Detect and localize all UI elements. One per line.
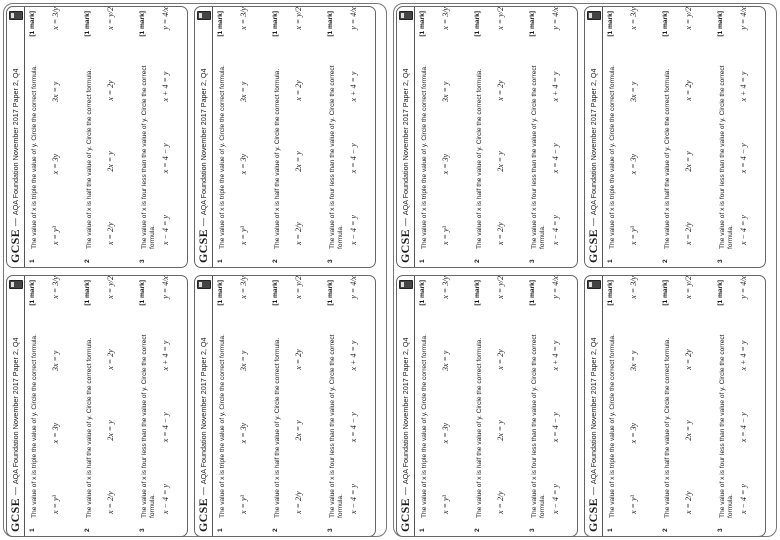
question-number: 1: [419, 528, 426, 532]
question-stem: The value of x is four less than the value of y. Circle the correct formula.: [141, 65, 156, 249]
answer-option: x = y/2: [294, 276, 303, 299]
answer-options: [162, 7, 170, 245]
source-reference: AQA Foundation November 2017 Paper 2, Q4: [589, 68, 598, 216]
header-dash: —: [11, 487, 20, 496]
marks-label: [1 mark]: [474, 280, 481, 306]
marks-label: [1 mark]: [327, 280, 334, 306]
marks-label: [1 mark]: [272, 11, 279, 37]
answer-option: x = 2/y: [106, 491, 115, 514]
marks-label: [1 mark]: [84, 11, 91, 37]
answer-options: [497, 7, 505, 245]
question-number: 2: [84, 528, 91, 532]
calculator-icon: [587, 280, 601, 289]
answer-options: [240, 276, 248, 514]
calculator-icon: [9, 11, 23, 20]
gcse-brand: GCSE: [8, 229, 22, 263]
answer-option: x = 3y: [51, 422, 60, 444]
answer-option: x − 4 = y: [161, 484, 170, 514]
marks-label: [1 mark]: [29, 280, 36, 306]
question-number: 2: [84, 259, 91, 263]
card-slot: [191, 3, 379, 271]
card-slot: [581, 3, 769, 271]
answer-option: x − 4 = y: [161, 215, 170, 245]
answer-option: 3x = y: [51, 81, 60, 103]
source-reference: AQA Foundation November 2017 Paper 2, Q4: [11, 68, 20, 216]
answer-option: x + 4 = y: [739, 71, 748, 102]
question-stem: The value of x is half the value of y. Circle the correct formula.: [274, 337, 281, 518]
answer-option: x = 2/y: [496, 222, 505, 245]
answer-option: x = 2y: [496, 349, 505, 370]
worksheet-card: [194, 6, 376, 268]
question-number: 1: [419, 259, 426, 263]
question-number: 1: [217, 259, 224, 263]
gcse-brand: GCSE: [586, 229, 600, 263]
card-header: [585, 7, 603, 267]
worksheet-card: [6, 6, 188, 268]
question-number: 3: [327, 528, 334, 532]
question-number: 2: [272, 528, 279, 532]
marks-label: [1 mark]: [607, 11, 614, 37]
answer-option: 3x = y: [441, 350, 450, 372]
answer-option: x = 3/y: [51, 7, 60, 30]
answer-options: [442, 276, 450, 514]
question-number: 3: [139, 259, 146, 263]
source-reference: AQA Foundation November 2017 Paper 2, Q4: [199, 68, 208, 216]
answer-option: 2x = y: [294, 420, 303, 441]
answer-option: x = 4 − y: [161, 143, 170, 174]
answer-option: x = 3/y: [239, 7, 248, 30]
answer-option: 3x = y: [441, 81, 450, 103]
question-number: 1: [29, 259, 36, 263]
marks-label: [1 mark]: [84, 280, 91, 306]
question-number: 1: [607, 259, 614, 263]
answer-option: x − 4 = y: [551, 215, 560, 245]
answer-option: x = 4 − y: [161, 412, 170, 443]
answer-option: y = 4/x: [161, 7, 170, 30]
answer-option: x = 4 − y: [349, 143, 358, 174]
answer-option: x = 3y: [629, 153, 638, 175]
answer-option: x = 3y: [239, 422, 248, 444]
answer-option: x = 3/y: [441, 276, 450, 299]
answer-options: [350, 276, 358, 514]
answer-options: [295, 276, 303, 514]
answer-option: x = 3/y: [629, 7, 638, 30]
worksheet-card: [194, 275, 376, 537]
card-header: [397, 7, 415, 267]
answer-option: x = y/2: [294, 7, 303, 30]
answer-option: 2x = y: [496, 151, 505, 172]
answer-option: x − 4 = y: [349, 215, 358, 245]
answer-options: [107, 276, 115, 514]
answer-option: x − 4 = y: [551, 484, 560, 514]
answer-option: 2x = y: [496, 420, 505, 441]
worksheet-card: [584, 275, 766, 537]
answer-option: 3x = y: [239, 350, 248, 372]
answer-option: x = 4 − y: [739, 412, 748, 443]
worksheet-card: [6, 275, 188, 537]
calculator-icon: [9, 280, 23, 289]
answer-option: 2x = y: [106, 420, 115, 441]
answer-options: [442, 7, 450, 245]
question-stem: The value of x is triple the value of y. Circle the correct formula.: [609, 334, 616, 518]
gcse-brand: GCSE: [398, 498, 412, 532]
question-stem: The value of x is triple the value of y. Circle the correct formula.: [219, 334, 226, 518]
answer-option: x = y³: [441, 495, 450, 514]
marks-label: [1 mark]: [419, 280, 426, 306]
answer-option: x = 2/y: [294, 222, 303, 245]
answer-option: y = 4/x: [161, 276, 170, 299]
answer-option: 3x = y: [629, 350, 638, 372]
answer-option: x = y/2: [496, 276, 505, 299]
answer-option: x = y³: [629, 495, 638, 514]
answer-option: x = 4 − y: [551, 143, 560, 174]
marks-label: [1 mark]: [29, 11, 36, 37]
answer-option: x + 4 = y: [349, 71, 358, 102]
question-stem: The value of x is half the value of y. Circle the correct formula.: [274, 68, 281, 249]
answer-option: 3x = y: [51, 350, 60, 372]
marks-label: [1 mark]: [327, 11, 334, 37]
answer-option: x = 2y: [106, 80, 115, 101]
marks-label: [1 mark]: [529, 280, 536, 306]
answer-option: x − 4 = y: [349, 484, 358, 514]
header-dash: —: [401, 487, 410, 496]
answer-option: x = 3/y: [51, 276, 60, 299]
header-dash: —: [199, 218, 208, 227]
card-slot: [3, 3, 191, 271]
marks-label: [1 mark]: [474, 11, 481, 37]
answer-options: [162, 276, 170, 514]
card-header: [585, 276, 603, 536]
answer-option: x = y³: [51, 226, 60, 245]
gcse-brand: GCSE: [398, 229, 412, 263]
header-dash: —: [401, 218, 410, 227]
answer-option: x = y/2: [684, 7, 693, 30]
answer-option: x + 4 = y: [161, 71, 170, 102]
question-stem: The value of x is triple the value of y. Circle the correct formula.: [421, 334, 428, 518]
question-stem: The value of x is triple the value of y. Circle the correct formula.: [219, 65, 226, 249]
answer-options: [630, 276, 638, 514]
calculator-icon: [197, 11, 211, 20]
marks-label: [1 mark]: [529, 11, 536, 37]
calculator-icon: [399, 11, 413, 20]
answer-option: x = 2/y: [496, 491, 505, 514]
answer-options: [52, 7, 60, 245]
question-stem: The value of x is four less than the value of y. Circle the correct formula.: [329, 65, 344, 249]
marks-label: [1 mark]: [217, 11, 224, 37]
answer-option: 2x = y: [684, 420, 693, 441]
question-stem: The value of x is half the value of y. Circle the correct formula.: [476, 337, 483, 518]
answer-option: x = y/2: [106, 7, 115, 30]
question-stem: The value of x is half the value of y. Circle the correct formula.: [664, 337, 671, 518]
marks-label: [1 mark]: [717, 280, 724, 306]
card-slot: [191, 272, 379, 540]
question-number: 1: [217, 528, 224, 532]
worksheet-card: [584, 6, 766, 268]
answer-option: y = 4/x: [739, 7, 748, 30]
answer-option: x = 4 − y: [739, 143, 748, 174]
answer-option: y = 4/x: [349, 7, 358, 30]
answer-option: 2x = y: [684, 151, 693, 172]
answer-option: x = y³: [239, 226, 248, 245]
answer-option: x + 4 = y: [161, 340, 170, 371]
question-stem: The value of x is triple the value of y. Circle the correct formula.: [31, 65, 38, 249]
marks-label: [1 mark]: [662, 11, 669, 37]
card-slot: [393, 272, 581, 540]
answer-option: x = 3y: [51, 153, 60, 175]
card-slot: [393, 3, 581, 271]
question-number: 2: [272, 259, 279, 263]
answer-options: [685, 7, 693, 245]
question-stem: The value of x is half the value of y. Circle the correct formula.: [476, 68, 483, 249]
answer-options: [295, 7, 303, 245]
header-dash: —: [589, 218, 598, 227]
answer-option: x = 4 − y: [551, 412, 560, 443]
answer-option: 2x = y: [106, 151, 115, 172]
answer-option: x = 2/y: [294, 491, 303, 514]
question-number: 3: [717, 528, 724, 532]
marks-label: [1 mark]: [272, 280, 279, 306]
card-header: [195, 276, 213, 536]
answer-options: [52, 276, 60, 514]
answer-option: 3x = y: [239, 81, 248, 103]
answer-options: [240, 7, 248, 245]
answer-option: x = 2y: [106, 349, 115, 370]
header-dash: —: [11, 218, 20, 227]
worksheet-card: [396, 6, 578, 268]
question-stem: The value of x is half the value of y. Circle the correct formula.: [86, 337, 93, 518]
answer-option: x = y/2: [684, 276, 693, 299]
question-number: 2: [662, 528, 669, 532]
question-stem: The value of x is four less than the value of y. Circle the correct formula.: [719, 65, 734, 249]
question-stem: The value of x is four less than the value of y. Circle the correct formula.: [329, 334, 344, 518]
answer-option: x − 4 = y: [739, 484, 748, 514]
question-stem: The value of x is four less than the value of y. Circle the correct formula.: [531, 334, 546, 518]
answer-option: x = 2/y: [106, 222, 115, 245]
worksheet-card: [396, 275, 578, 537]
card-header: [7, 7, 25, 267]
answer-options: [740, 276, 748, 514]
question-number: 3: [327, 259, 334, 263]
card-slot: [3, 272, 191, 540]
answer-option: x = y/2: [106, 276, 115, 299]
marks-label: [1 mark]: [717, 11, 724, 37]
answer-option: 2x = y: [294, 151, 303, 172]
question-stem: The value of x is half the value of y. Circle the correct formula.: [664, 68, 671, 249]
answer-option: x = y³: [239, 495, 248, 514]
card-header: [7, 276, 25, 536]
gcse-brand: GCSE: [586, 498, 600, 532]
answer-option: x = 2y: [294, 80, 303, 101]
answer-option: x = y³: [629, 226, 638, 245]
answer-option: 3x = y: [629, 81, 638, 103]
question-number: 3: [139, 528, 146, 532]
answer-options: [552, 7, 560, 245]
gcse-brand: GCSE: [196, 498, 210, 532]
source-reference: AQA Foundation November 2017 Paper 2, Q4: [401, 68, 410, 216]
question-stem: The value of x is triple the value of y. Circle the correct formula.: [31, 334, 38, 518]
answer-options: [552, 276, 560, 514]
answer-options: [630, 7, 638, 245]
marks-label: [1 mark]: [217, 280, 224, 306]
question-number: 3: [529, 259, 536, 263]
question-stem: The value of x is half the value of y. Circle the correct formula.: [86, 68, 93, 249]
answer-option: x + 4 = y: [739, 340, 748, 371]
question-number: 2: [662, 259, 669, 263]
question-stem: The value of x is four less than the value of y. Circle the correct formula.: [141, 334, 156, 518]
answer-option: y = 4/x: [739, 276, 748, 299]
question-number: 2: [474, 259, 481, 263]
calculator-icon: [587, 11, 601, 20]
answer-option: x + 4 = y: [551, 71, 560, 102]
marks-label: [1 mark]: [662, 280, 669, 306]
answer-option: x − 4 = y: [739, 215, 748, 245]
answer-option: x = y³: [51, 495, 60, 514]
question-number: 2: [474, 528, 481, 532]
marks-label: [1 mark]: [139, 11, 146, 37]
marks-label: [1 mark]: [139, 280, 146, 306]
answer-option: x = 2/y: [684, 222, 693, 245]
gcse-brand: GCSE: [196, 229, 210, 263]
gcse-brand: GCSE: [8, 498, 22, 532]
answer-option: x = 2y: [294, 349, 303, 370]
answer-options: [685, 276, 693, 514]
card-header: [195, 7, 213, 267]
question-stem: The value of x is triple the value of y. Circle the correct formula.: [421, 65, 428, 249]
answer-option: x = 3y: [239, 153, 248, 175]
answer-option: y = 4/x: [349, 276, 358, 299]
answer-option: x = 2/y: [684, 491, 693, 514]
answer-option: x = 3/y: [441, 7, 450, 30]
answer-option: x = 2y: [684, 349, 693, 370]
question-number: 3: [717, 259, 724, 263]
answer-option: x = 3y: [441, 153, 450, 175]
answer-option: y = 4/x: [551, 7, 560, 30]
answer-option: x + 4 = y: [551, 340, 560, 371]
question-stem: The value of x is triple the value of y. Circle the correct formula.: [609, 65, 616, 249]
calculator-icon: [399, 280, 413, 289]
answer-option: x = 4 − y: [349, 412, 358, 443]
answer-option: x = 3y: [441, 422, 450, 444]
marks-label: [1 mark]: [607, 280, 614, 306]
card-slot: [581, 272, 769, 540]
answer-option: x = 2y: [496, 80, 505, 101]
source-reference: AQA Foundation November 2017 Paper 2, Q4: [199, 337, 208, 485]
marks-label: [1 mark]: [419, 11, 426, 37]
answer-option: x = 3/y: [629, 276, 638, 299]
answer-options: [107, 7, 115, 245]
source-reference: AQA Foundation November 2017 Paper 2, Q4: [11, 337, 20, 485]
answer-options: [350, 7, 358, 245]
source-reference: AQA Foundation November 2017 Paper 2, Q4: [401, 337, 410, 485]
calculator-icon: [197, 280, 211, 289]
answer-option: y = 4/x: [551, 276, 560, 299]
question-stem: The value of x is four less than the value of y. Circle the correct formula.: [719, 334, 734, 518]
question-number: 3: [529, 528, 536, 532]
question-number: 1: [607, 528, 614, 532]
answer-option: x = 2y: [684, 80, 693, 101]
card-header: [397, 276, 415, 536]
answer-options: [740, 7, 748, 245]
answer-options: [497, 276, 505, 514]
source-reference: AQA Foundation November 2017 Paper 2, Q4: [589, 337, 598, 485]
answer-option: x = 3y: [629, 422, 638, 444]
header-dash: —: [199, 487, 208, 496]
answer-option: x = y/2: [496, 7, 505, 30]
question-stem: The value of x is four less than the value of y. Circle the correct formula.: [531, 65, 546, 249]
question-number: 1: [29, 528, 36, 532]
answer-option: x = 3/y: [239, 276, 248, 299]
answer-option: x + 4 = y: [349, 340, 358, 371]
header-dash: —: [589, 487, 598, 496]
answer-option: x = y³: [441, 226, 450, 245]
